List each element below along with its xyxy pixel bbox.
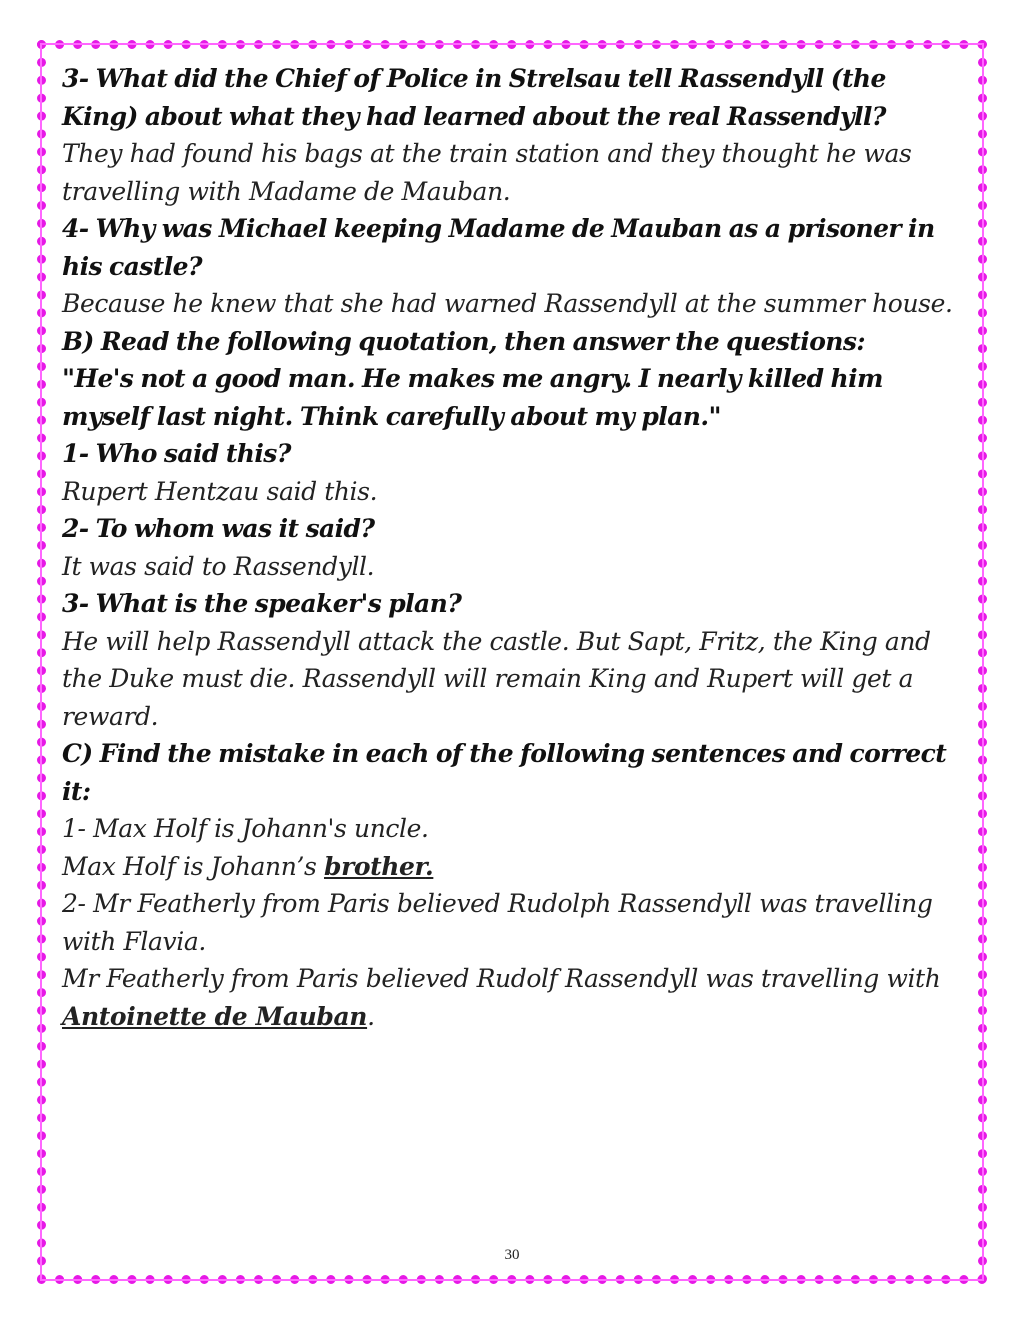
answer-4: Because he knew that she had warned Rassendyll at the summer house. — [62, 289, 953, 318]
quotation: "He's not a good man. He makes me angry. I nearly killed him myself last night. Think carefully about my plan." — [62, 364, 883, 431]
correction-1-word: brother — [323, 851, 426, 881]
section-c-sentence-1: 1- Max Holf is Johann's uncle. — [62, 814, 429, 843]
question-4: 4- Why was Michael keeping Madame de Mauban as a prisoner in his castle? — [62, 214, 935, 281]
answer-3: They had found his bags at the train station and they thought he was travelling with Madame de Mauban. — [62, 139, 912, 206]
section-b-answer-1: Rupert Hentzau said this. — [62, 476, 378, 506]
section-c-sentence-2: 2- Mr Featherly from Paris believed Rudolph Rassendyll was travelling with Flavia. — [62, 889, 933, 956]
section-c-correction-1 — [62, 848, 962, 886]
section-b-answer-3: He will help Rassendyll attack the castle. But Sapt, Fritz, the King and the Duke must die. Rassendyll will remain King and Rupert will get a reward. — [62, 626, 931, 731]
section-b-answer-2: It was said to Rassendyll. — [62, 551, 375, 581]
section-b-question-1: 1- Who said this? — [62, 439, 291, 468]
section-b-heading: B) Read the following quotation, then answer the questions: — [62, 326, 865, 356]
correction-2-prefix: Mr Featherly from Paris believed Rudolf Rassendyll was travelling with — [62, 964, 941, 993]
section-b-question-2: 2- To whom was it said? — [62, 514, 375, 543]
page-number: 30 — [504, 1247, 520, 1263]
question-3: 3- What did the Chief of Police in Strelsau tell Rassendyll (the King) about what they had learned about the real Rassendyll? — [62, 64, 886, 131]
correction-1-prefix: Max Holf is Johann’s — [62, 851, 324, 881]
section-c-heading: C) Find the mistake in each of the following sentences and correct it: — [62, 739, 947, 806]
correction-2-word: Antoinette de Mauban — [62, 1001, 368, 1031]
correction-2-suffix: . — [367, 1001, 375, 1031]
section-c-correction-2 — [62, 960, 962, 1035]
correction-1-suffix: . — [425, 851, 434, 881]
document-content — [62, 60, 962, 1035]
section-b-question-3: 3- What is the speaker's plan? — [62, 589, 462, 618]
